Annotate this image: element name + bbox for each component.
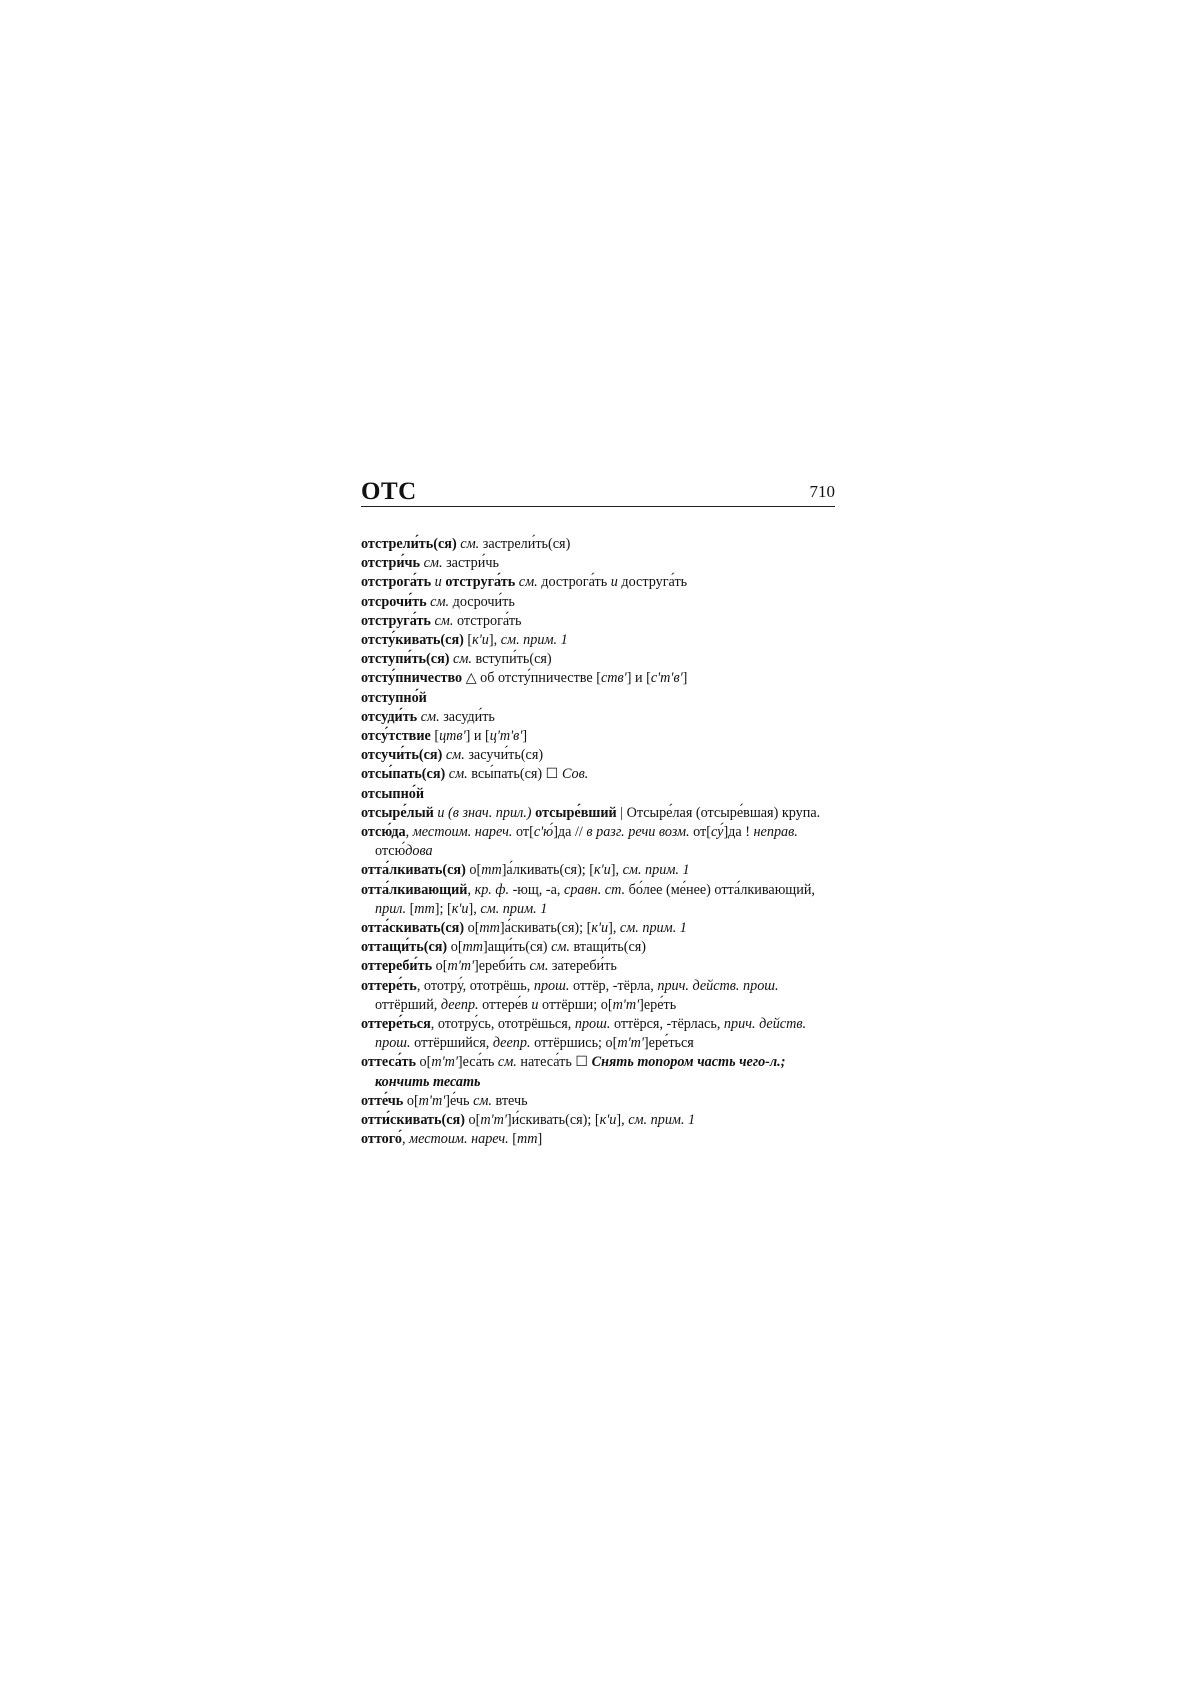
entry-list [361,535,835,1150]
headword: отти́скивать(ся) [361,1112,465,1129]
headword: отстрели́ть(ся) [361,536,457,552]
headword: отсы́пать(ся) [361,766,446,783]
headword: оттере́ться [361,1016,431,1033]
page-number: 710 [809,482,835,501]
headword: отта́скивать(ся) [361,920,465,937]
entry: отсю́да, местоим. нареч. от[с'ю́]да // в разг. речи возм. от[су́]да ! неправ. отсю́дова [361,824,798,860]
page-header [361,478,835,507]
entry: оттого́, местоим. нареч. [тт] [361,1131,543,1148]
headword: отсыре́лый [361,804,434,821]
headword: оттащи́ть(ся) [361,939,448,956]
headword: отсуди́ть [361,708,418,725]
headword: отструга́ть [361,612,431,629]
entry: оттеса́ть о[т'т']еса́ть см. натеса́ть ☐ Снять топором часть чего-л.; кончить тесать [361,1054,786,1090]
headword: отта́лкивающий [361,881,468,898]
entry [361,689,835,708]
headword: отступи́ть(ся) [361,651,450,668]
headword: отта́лкивать(ся) [361,862,466,879]
headword: отстрога́ть [361,574,432,591]
entry: отте́чь о[т'т']е́чь см. втечь [361,1092,528,1109]
entry: отсрочи́ть см. досрочи́ть [361,593,515,610]
entry: отсучи́ть(ся) см. засучи́ть(ся) [361,747,544,764]
headword: отстри́чь [361,555,421,572]
running-head: ОТС [361,478,417,505]
entry: отта́скивать(ся) о[тт]а́скивать(ся); [к'и], см. прим. 1 [361,920,687,937]
headword: отсыпно́й [361,785,425,802]
entry [361,785,835,804]
headword: отструга́ть [445,574,516,591]
headword: оттере́ть [361,977,417,994]
entry: отстрога́ть и отструга́ть см. дострога́ть и доструга́ть [361,574,688,591]
entry: отструга́ть см. отстрога́ть [361,612,522,629]
headword: отсу́тствие [361,728,431,745]
headword: отсю́да [361,824,406,841]
headword: отсучи́ть(ся) [361,747,443,764]
entry: отсу́тствие [цтв'] и [ц'т'в'] [361,728,528,745]
entry: отсыре́лый и (в знач. прил.) отсыре́вший | Отсыре́лая (отсыре́вшая) крупа. [361,804,821,821]
entry: отстри́чь см. застри́чь [361,555,499,572]
entry: отступи́ть(ся) см. вступи́ть(ся) [361,651,552,668]
dictionary-page [361,478,835,1150]
headword: оттереби́ть [361,958,433,975]
headword: отсту́кивать(ся) [361,632,464,649]
headword: отступно́й [361,689,427,706]
headword: оттеса́ть [361,1054,416,1071]
entry: отстрели́ть(ся) см. застрели́ть(ся) [361,536,571,552]
headword: отте́чь [361,1092,404,1109]
entry: оттереби́ть о[т'т']ереби́ть см. затереби́ть [361,958,617,975]
entry: отсту́кивать(ся) [к'и], см. прим. 1 [361,632,568,649]
entry: отсту́пничество △ об отсту́пничестве [ств'] и [с'т'в'] [361,670,688,687]
entry: оттере́ть, ототру́, ототрёшь, прош. оттёр, -тёрла, прич. действ. прош. оттёрший, деепр. оттере́в и оттёрши; о[т'т']ере́ть [361,977,779,1013]
entry: отта́лкивающий, кр. ф. -ющ, -а, сравн. ст. бо́лее (ме́нее) отта́лкивающий, прил. [тт]; [к'и], см. прим. 1 [361,881,815,917]
entry: оттере́ться, ототру́сь, ототрёшься, прош. оттёрся, -тёрлась, прич. действ. прош. оттёршийся, деепр. оттёршись; о[т'т']ере́ться [361,1016,807,1052]
entry: отти́скивать(ся) о[т'т']и́скивать(ся); [к'и], см. прим. 1 [361,1112,696,1129]
entry: оттащи́ть(ся) о[тт]ащи́ть(ся) см. втащи́ть(ся) [361,939,647,956]
headword: оттого́ [361,1131,402,1148]
entry: отта́лкивать(ся) о[тт]а́лкивать(ся); [к'и], см. прим. 1 [361,862,690,879]
headword: отсту́пничество [361,670,463,687]
entry: отсы́пать(ся) см. всы́пать(ся) ☐ Сов. [361,766,589,783]
headword: отсрочи́ть [361,593,427,610]
entry: отсуди́ть см. засуди́ть [361,708,495,725]
headword: отсыре́вший [535,804,617,821]
